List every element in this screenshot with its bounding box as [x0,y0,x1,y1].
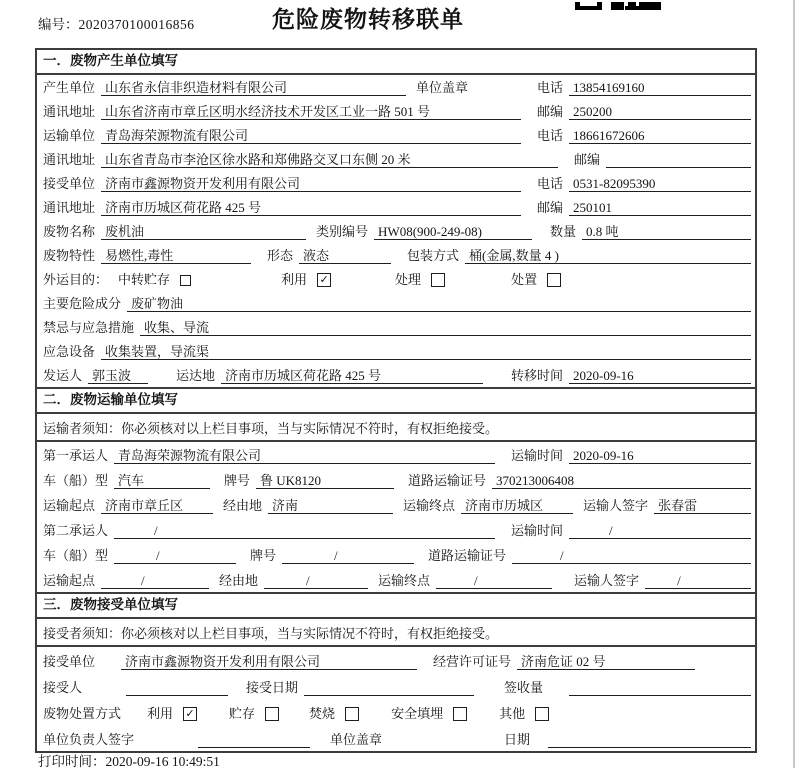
equipment-label: 应急设备 [43,344,96,359]
section-producer-title: 一．废物产生单位填写 [37,50,755,75]
transfer-time-label: 转移时间 [510,368,563,383]
packing-value: 桶(金属,数量 4 ) [465,247,751,264]
producer-phone-value: 13854169160 [569,79,751,96]
origin2-value: / [101,572,209,589]
row-receiver [37,171,755,195]
row-producer [37,75,755,99]
row-shipper [37,363,755,387]
row-purpose [37,267,755,291]
waste-name-label: 废物名称 [43,224,96,239]
quantity-signed-label: 签收量 [504,680,544,695]
checkbox-use-checked: ✓ [317,273,331,287]
end2-value: / [436,572,552,589]
via1-value: 济南 [268,497,393,514]
recipient-value [126,679,228,696]
plate2-label: 牌号 [250,548,277,563]
row-responsible-signature [37,725,755,751]
accepting-unit-label: 接受单位 [43,654,96,669]
date-received-value [304,679,474,696]
producer-label: 产生单位 [43,80,96,95]
origin1-value: 济南市章丘区 [101,497,213,514]
zip-label: 邮编 [536,200,563,215]
receiver-label: 接受单位 [43,176,96,191]
quantity-signed-value [569,679,751,696]
disposal-method-label: 废物处置方式 [43,706,122,721]
transport-notice-text: 你必须核对以上栏目事项，当与实际情况不符时，有权拒绝接受。 [121,420,499,436]
purpose-option-treat: 处理 [395,272,422,287]
vehicle1-label: 车（船）型 [43,473,109,488]
print-timestamp-label: 打印时间： [38,754,106,768]
road-license1-label: 道路运输证号 [408,473,487,488]
row-accepting-unit [37,647,755,673]
row-transporter-address [37,147,755,171]
transport-notice [37,414,755,442]
plate1-value: 鲁 UK8120 [256,472,394,489]
category-value: HW08(900-249-08) [374,223,532,240]
accepting-unit-value: 济南市鑫源物资开发利用有限公司 [121,653,417,670]
receiver-address-value: 济南市历城区荷花路 425 号 [101,199,521,216]
transport-time2-label: 运输时间 [510,523,563,538]
transport-notice-label: 运输者须知： [43,420,122,436]
carrier2-label: 第二承运人 [43,523,109,538]
end2-label: 运输终点 [378,573,431,588]
receiver-notice [37,619,755,647]
transporter-phone-value: 18661672606 [569,127,751,144]
via1-label: 经由地 [223,498,263,513]
receiver-notice-text: 你必须核对以上栏目事项，当与实际情况不符时，有权拒绝接受。 [121,625,499,641]
section-receiver [35,592,757,753]
receiver-notice-label: 接受者须知： [43,625,122,641]
row-transporter [37,123,755,147]
checkbox-disposal-other [535,707,549,721]
zip-label: 邮编 [573,152,600,167]
address-label: 通讯地址 [43,200,96,215]
carrier2-value: / [114,522,495,539]
responsible-sign-value [198,731,310,748]
transporter-value: 青岛海荣源物流有限公司 [101,127,521,144]
permit-value: 济南危证 02 号 [517,653,695,670]
measures-value: 收集、导流 [140,319,751,336]
scan-edge-line [793,0,795,768]
destination-value: 济南市历城区荷花路 425 号 [221,367,483,384]
sign2-value: / [645,572,751,589]
quantity-label: 数量 [550,224,577,239]
phone-label: 电话 [536,80,563,95]
address-label: 通讯地址 [43,104,96,119]
producer-value: 山东省永信非织造材料有限公司 [101,79,406,96]
character-value: 易燃性,毒性 [101,247,251,264]
responsible-sign-label: 单位负责人签字 [43,732,135,747]
checkbox-treat [431,273,445,287]
row-hazard [37,291,755,315]
sign2-label: 运输人签字 [574,573,640,588]
transport-time1-value: 2020-09-16 [569,447,751,464]
form-label: 形态 [267,248,294,263]
disposal-option-store: 贮存 [229,706,256,721]
section-producer [35,48,757,389]
row-carrier1 [37,442,755,467]
purpose-option-dispose: 处置 [511,272,538,287]
row-equipment [37,339,755,363]
date-label: 日期 [504,732,531,747]
disposal-option-other: 其他 [499,706,526,721]
qr-code-icon [575,0,665,16]
unit-seal-label: 单位盖章 [330,732,383,747]
row-carrier2 [37,517,755,542]
purpose-option-use: 利用 [281,272,308,287]
disposal-option-incinerate: 焚烧 [309,706,336,721]
phone-label: 电话 [536,128,563,143]
hazard-label: 主要危险成分 [43,296,122,311]
character-label: 废物特性 [43,248,96,263]
purpose-label: 外运目的： [43,272,109,287]
row-vehicle2 [37,542,755,567]
checkbox-transfer-storage [180,275,191,286]
measures-label: 禁忌与应急措施 [43,320,135,335]
shipper-value: 郭玉波 [88,367,148,384]
address-label: 通讯地址 [43,152,96,167]
vehicle1-value: 汽车 [114,472,210,489]
permit-label: 经营许可证号 [433,654,512,669]
recipient-label: 接受人 [43,680,83,695]
row-waste-character [37,243,755,267]
transporter-address-value: 山东省青岛市李沧区徐水路和郑佛路交叉口东侧 20 米 [101,151,558,168]
disposal-option-use: 利用 [147,706,174,721]
vehicle2-label: 车（船）型 [43,548,109,563]
checkbox-disposal-incinerate [345,707,359,721]
print-timestamp [38,750,220,768]
plate1-label: 牌号 [224,473,251,488]
carrier1-value: 青岛海荣源物流有限公司 [114,447,495,464]
plate2-value: / [282,547,414,564]
transport-time1-label: 运输时间 [510,448,563,463]
receiver-zip-value: 250101 [569,199,751,216]
row-waste-name [37,219,755,243]
checkbox-dispose [547,273,561,287]
receiver-value: 济南市鑫源物资开发利用有限公司 [101,175,521,192]
print-timestamp-value: 2020-09-16 10:49:51 [105,754,220,768]
sign1-value: 张春雷 [654,497,751,514]
vehicle2-value: / [114,547,236,564]
section-receiver-title: 三．废物接受单位填写 [37,594,755,619]
checkbox-disposal-use-checked: ✓ [183,707,197,721]
packing-label: 包装方式 [407,248,460,263]
producer-address-value: 山东省济南市章丘区明水经济技术开发区工业一路 501 号 [101,103,521,120]
waste-name-value: 废机油 [101,223,306,240]
receiver-phone-value: 0531-82095390 [569,175,751,192]
transporter-zip-value [606,151,751,168]
checkbox-disposal-store [265,707,279,721]
row-receiver-address [37,195,755,219]
producer-zip-value: 250200 [569,103,751,120]
form-value: 液态 [299,247,391,264]
disposal-option-landfill: 安全填埋 [391,706,444,721]
origin2-label: 运输起点 [43,573,96,588]
row-measures [37,315,755,339]
origin1-label: 运输起点 [43,498,96,513]
category-label: 类别编号 [316,224,369,239]
section-transport-title: 二．废物运输单位填写 [37,389,755,414]
checkbox-disposal-landfill [453,707,467,721]
via2-label: 经由地 [219,573,259,588]
zip-label: 邮编 [536,104,563,119]
row-route2 [37,567,755,592]
row-route1 [37,492,755,517]
equipment-value: 收集装置，导流渠 [101,343,751,360]
carrier1-label: 第一承运人 [43,448,109,463]
document-number-label: 编号： [38,17,79,32]
date-value [548,731,751,748]
road-license2-label: 道路运输证号 [428,548,507,563]
date-received-label: 接受日期 [246,680,299,695]
quantity-value: 0.8 吨 [582,223,751,240]
section-transport [35,387,757,594]
shipper-label: 发运人 [43,368,83,383]
row-recipient [37,673,755,699]
transporter-label: 运输单位 [43,128,96,143]
road-license2-value: / [512,547,751,564]
hazard-value: 废矿物油 [127,295,751,312]
phone-label: 电话 [536,176,563,191]
transfer-time-value: 2020-09-16 [569,367,751,384]
road-license1-value: 370213006408 [492,472,751,489]
document-number-value: 2020370100016856 [78,17,195,32]
end1-value: 济南市历城区 [461,497,573,514]
unit-seal-label: 单位盖章 [416,80,469,95]
destination-label: 运达地 [176,368,216,383]
row-vehicle1 [37,467,755,492]
row-disposal-method [37,699,755,725]
via2-value: / [264,572,368,589]
row-producer-address [37,99,755,123]
sign1-label: 运输人签字 [583,498,649,513]
purpose-option-transfer: 中转贮存 [118,272,171,287]
transport-time2-value: / [569,522,751,539]
end1-label: 运输终点 [403,498,456,513]
page-title: 危险废物转移联单 [272,6,464,32]
manifest-form [35,48,757,753]
